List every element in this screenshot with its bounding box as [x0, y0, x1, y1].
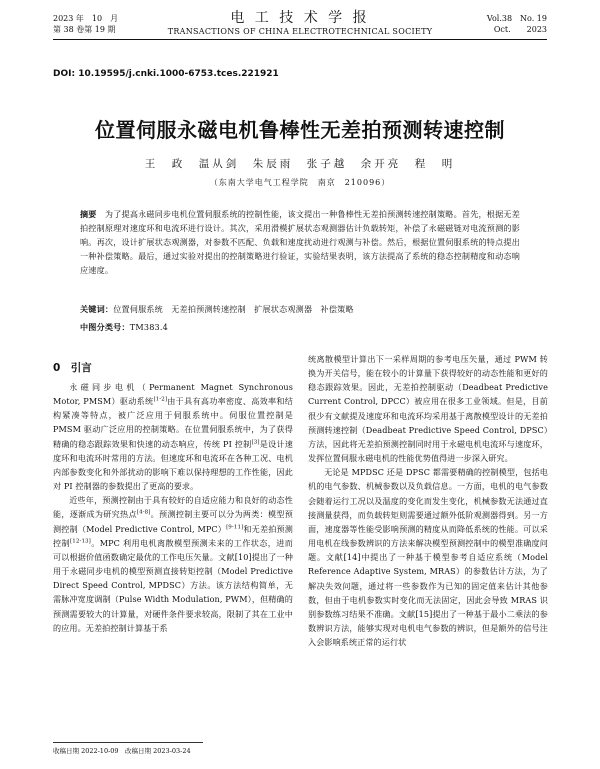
header-center: [150, 10, 450, 37]
keywords-label: 关键词：: [80, 304, 114, 314]
header-left: [53, 13, 118, 35]
paper-title: 位置伺服永磁电机鲁棒性无差拍预测转速控制: [95, 118, 505, 142]
volume-issue-cn: 第 38 卷第 19 期: [53, 25, 116, 34]
abstract-label: 摘要: [80, 209, 97, 219]
keywords-text: 位置伺服系统 无差拍预测转速控制 扩展状态观测器 补偿策略: [113, 304, 354, 314]
journal-name-en: TRANSACTIONS OF CHINA ELECTROTECHNICAL SOCIETY: [167, 27, 433, 36]
keywords: [80, 302, 520, 316]
right-paragraph: 统离散模型计算出下一采样周期的参考电压矢量，通过 PWM 转换为开关信号，能在较小的计算量下获得较好的动态性能和更好的稳态跟踪效果。因此，无差拍控制驱动（Deadbeat Predictive Current Control, DPCC）被应用在很多工业领域。但是，目前很少有文献提及速度环和电流环均采用基于离散模型设计的无差拍预测转速控制（Deadbeat Predictive Speed Control, DPSC）方法，因此将无差拍预测控制同时用于永磁电机电流环与速度环，发挥位置伺服永磁电机的性能优势值得进一步深入研究。: [308, 354, 548, 464]
month-year: Oct. 2023: [493, 25, 547, 34]
received-date-footnote: 收稿日期 2022-10-09 改稿日期 2023-03-24: [53, 747, 191, 755]
left-paragraph: 永磁同步电机（Permanent Magnet Synchronous Motor, PMSM）驱动系统[1-2]由于具有高功率密度、高效率和结构紧凑等特点，被广泛应用于伺服系统中。伺服位置控制是 PMSM 驱动广泛应用的控制策略。在位置伺服系统中，为了获得精确的稳态跟踪效果和快速的动态响应，传统 PI 控制[3]是设计速度环和电流环时常用的方法。但速度环和电流环在各种工况、电机内部参数变化和外部扰动的影响下难以保持理想的工作性能，因此对 PI 控制器的参数提出了更高的要求。: [53, 382, 293, 492]
clc-number: [80, 320, 520, 334]
left-column: [53, 380, 293, 740]
clc-label: 中图分类号：: [80, 322, 130, 332]
section-heading-intro: 0 引言: [53, 362, 92, 374]
journal-name-cn: 电 工 技 术 学 报: [230, 10, 370, 26]
header-rule: [53, 39, 547, 40]
footnote-rule: [53, 742, 203, 743]
doi: DOI: 10.19595/j.cnki.1000-6753.tces.221921: [53, 69, 279, 79]
authors: 王 政 温从剑 朱辰雨 张子越 余开亮 程 明: [144, 158, 456, 170]
abstract-text: 为了提高永磁同步电机位置伺服系统的控制性能，该文提出一种鲁棒性无差拍预测转速控制策略。首先，根据无差拍控制原理对速度环和电流环进行设计。其次，采用滑模扩展状态观测器估计负载转矩，补偿了永磁磁链对电流预测的影响。再次，设计扩展状态观测器，对参数不匹配、负载和速度扰动进行观测与补偿。然后，根据位置伺服系统的特点提出一种补偿策略。最后，通过实验对提出的控制策略进行验证，实验结果表明，该方法提高了系统的稳态控制精度和动态响应速度。: [80, 209, 520, 275]
left-paragraph: 近些年，预测控制由于具有较好的自适应能力和良好的动态性能，逐渐成为研究热点[4-8]。预测控制主要可以分为两类：模型预测控制（Model Predictive Control, MPC）[9-11]和无差拍预测控制[12-13]。MPC 利用电机离散模型预测未来的工作状态，进而可以根据价值函数确定最优的工作电压矢量。文献[10]提出了一种用于永磁同步电机的模型预测直接转矩控制（Model Predictive Direct Speed Control, MPDSC）方法。该方法结构简单，无需脉冲宽度调制（Pulse Width Modulation, PWM），但精确的预测需要较大的计算量，对硬件条件要求较高，限制了其在工业中的应用。无差拍控制计算基于系: [53, 495, 293, 633]
vol-no: Vol.38 No. 19: [486, 14, 547, 23]
right-paragraph: 无论是 MPDSC 还是 DPSC 都需要精确的控制模型，包括电机的电气参数、机械参数以及负载信息。一方面，电机的电气参数会随着运行工况以及温度的变化而发生变化，机械参数无法通过直接测量获得，而负载转矩则需要通过额外低阶观测器得到。另一方面，速度器等性能受影响预测的精度从而降低系统的性能。可以采用电机在线参数辨识的方法来解决模型预测控制中的模型准确度问题。文献[14]中提出了一种基于模型参考自适应系统（Model Reference Adaptive System, MRAS）的参数估计方法，为了解决失效问题，通过将一些参数作为已知的固定值来估计其他参数，但由于电机参数实时变化而无法固定，因此会导致 MRAS 识别参数练习结果不准确。文献[15]提出了一种基于最小二乘法的参数辨识方法，能够实现对电机电气参数的辨识，但是额外的信号注入会影响系统正常的运行状: [308, 467, 548, 648]
year-issue-cn: 2023 年 10 月: [53, 14, 119, 23]
abstract: [80, 207, 520, 277]
clc-text: TM383.4: [129, 322, 169, 332]
affiliation: （东南大学电气工程学院 南京 210096）: [209, 178, 391, 187]
header-right: [487, 13, 547, 35]
right-column: [308, 352, 548, 760]
